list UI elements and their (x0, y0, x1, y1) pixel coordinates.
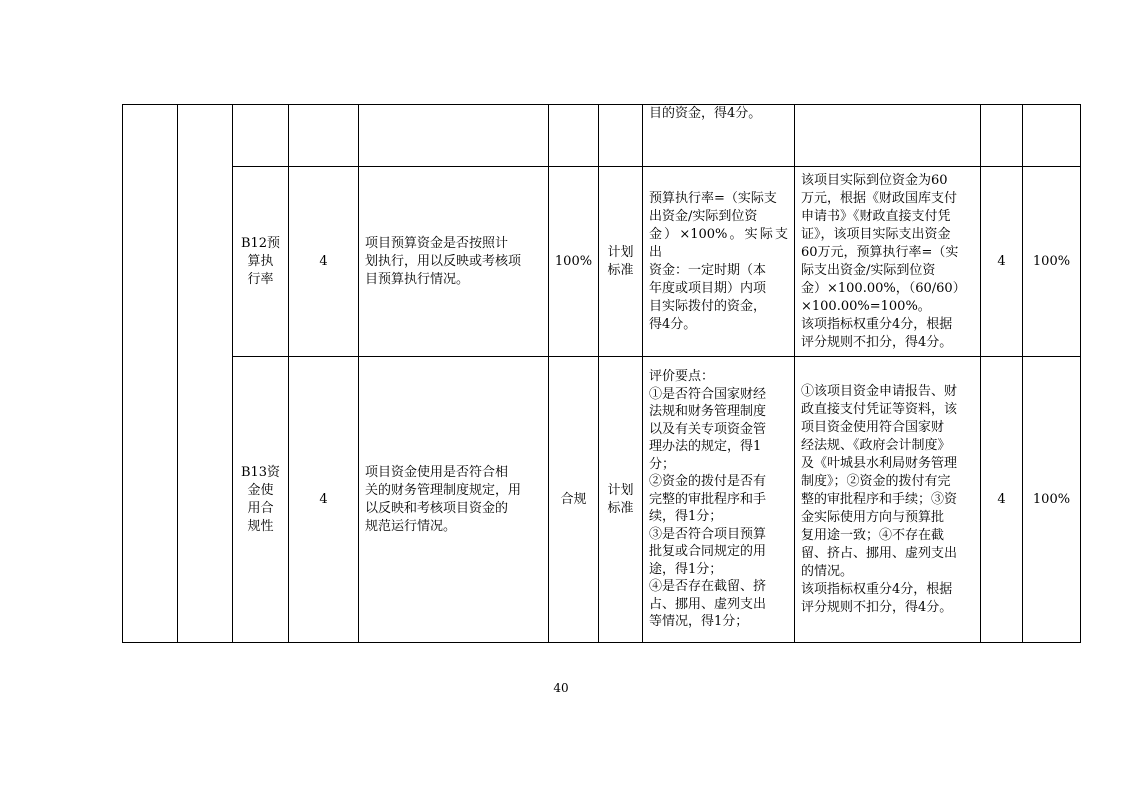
indicator-name-cell (233, 167, 289, 357)
criteria-line: 途，得1分； (649, 561, 723, 577)
result-line: 留、挤占、挪用、虚列支出 (801, 545, 958, 561)
score-cell (981, 357, 1023, 643)
criteria-line: ④是否存在截留、挤 (649, 579, 767, 595)
indicator-name-line: 金使 (247, 482, 274, 498)
indicator-name-cell (233, 357, 289, 643)
result-line: ×100.00%=100%。 (801, 298, 931, 314)
result-line: 金）×100.00%，（60/60） (801, 280, 966, 296)
result-line: 评分规则不扣分，得4分。 (801, 599, 953, 615)
weight-value: 4 (319, 491, 328, 507)
indicator-name-line: B12预 (240, 235, 281, 251)
result-cell (795, 105, 981, 167)
result-line: 政直接支付凭证等资料，该 (801, 401, 958, 417)
meaning-line: 规范运行情况。 (365, 518, 457, 534)
table-row (123, 357, 1081, 643)
level3-indicator-cell (233, 105, 289, 167)
criteria-line: 出资金/实际到位资 (649, 208, 758, 224)
scoring-criteria-cell (643, 357, 795, 643)
result-line: 金实际使用方向与预算批 (801, 509, 945, 525)
criteria-line: 年度或项目期）内项 (649, 280, 767, 296)
meaning-line: 关的财务管理制度规定，用 (365, 482, 522, 498)
result-line: 该项指标权重分4分，根据 (801, 316, 953, 332)
criteria-line: 理办法的规定，得1 (649, 439, 762, 455)
basis-label-cell (599, 105, 643, 167)
result-line: 申请书》《财政直接支付凭 (801, 208, 951, 224)
meaning-line: 目预算执行情况。 (365, 271, 470, 287)
criteria-line: 续，得1分； (649, 509, 723, 525)
criteria-line: 金）×100%。实际支出 (649, 226, 788, 260)
result-line: 该项指标权重分4分，根据 (801, 581, 953, 597)
result-line: 该项目实际到位资金为60 (801, 172, 948, 188)
target-cell (549, 167, 599, 357)
meaning-line: 项目预算资金是否按照计 (365, 235, 509, 251)
criteria-line: ②资金的拨付是否有 (649, 474, 767, 490)
result-line: 万元，根据《财政国库支付 (801, 190, 958, 206)
criteria-line: 得4分。 (649, 316, 697, 332)
criteria-line: 分； (649, 456, 676, 472)
meaning-cell (359, 105, 549, 167)
result-line: 复用途一致；④不存在截 (801, 527, 945, 543)
result-line: 60万元，预算执行率=（实 (801, 244, 959, 260)
meaning-line: 以反映和考核项目资金的 (365, 500, 509, 516)
score-value: 4 (997, 491, 1006, 507)
basis-label-cell (599, 357, 643, 643)
score-value: 4 (997, 253, 1006, 269)
evaluation-table (122, 104, 1081, 643)
criteria-line: 以及有关专项资金管 (649, 421, 767, 437)
result-line: 及《叶城县水利局财务管理 (801, 455, 958, 471)
criteria-line: 法规和财务管理制度 (649, 404, 767, 420)
table-row (123, 167, 1081, 357)
rate-cell (1023, 105, 1081, 167)
rate-cell (1023, 357, 1081, 643)
weight-value: 4 (319, 253, 328, 269)
weight-cell (289, 167, 359, 357)
basis-label-line: 标准 (607, 500, 634, 516)
target-cell (549, 105, 599, 167)
table-row (123, 105, 1081, 167)
result-line: 际支出资金/实际到位资 (801, 262, 936, 278)
scoring-criteria-cell (643, 167, 795, 357)
meaning-line: 划执行，用以反映或考核项 (365, 253, 522, 269)
meaning-cell (359, 357, 549, 643)
result-line: 项目资金使用符合国家财 (801, 419, 945, 435)
indicator-name-line: B13资 (240, 464, 281, 480)
criteria-line: 占、挪用、虚列支出 (649, 596, 767, 612)
result-line: 制度》；②资金的拨付有完 (801, 473, 951, 489)
result-line: ①该项目资金申请报告、财 (801, 383, 958, 399)
result-line: 证》，该项目实际支出资金 (801, 226, 951, 242)
basis-label-line: 计划 (607, 244, 634, 260)
level1-indicator-cell (123, 105, 178, 643)
score-cell (981, 167, 1023, 357)
rate-value: 100% (1032, 253, 1071, 269)
criteria-line: 预算执行率=（实际支 (649, 190, 777, 206)
indicator-name-line: 行率 (247, 271, 274, 287)
criteria-line: 批复或合同规定的用 (649, 544, 767, 560)
meaning-cell (359, 167, 549, 357)
result-line: 评分规则不扣分，得4分。 (801, 334, 953, 350)
rate-cell (1023, 167, 1081, 357)
result-cell (795, 167, 981, 357)
basis-label-cell (599, 167, 643, 357)
criteria-line: 目实际拨付的资金， (649, 298, 767, 314)
result-line: 的情况。 (801, 563, 854, 579)
indicator-name-line: 算执 (247, 253, 274, 269)
weight-cell (289, 357, 359, 643)
criteria-line: ③是否符合项目预算 (649, 526, 767, 542)
result-line: 整的审批程序和手续；③资 (801, 491, 958, 507)
basis-label-line: 标准 (607, 262, 634, 278)
result-cell (795, 357, 981, 643)
target-cell (549, 357, 599, 643)
score-cell (981, 105, 1023, 167)
basis-label-line: 计划 (607, 482, 634, 498)
meaning-line: 项目资金使用是否符合相 (365, 464, 509, 480)
weight-cell (289, 105, 359, 167)
criteria-line: 等情况，得1分； (649, 614, 749, 630)
criteria-line: 资金：一定时期（本 (649, 262, 767, 278)
indicator-name-line: 用合 (247, 500, 274, 516)
target-value: 100% (554, 253, 593, 269)
page-number: 40 (553, 681, 569, 695)
criteria-line: 评价要点： (649, 369, 715, 385)
criteria-line: 完整的审批程序和手 (649, 491, 767, 507)
rate-value: 100% (1032, 491, 1071, 507)
indicator-name-line: 规性 (247, 518, 274, 534)
criteria-line: ①是否符合国家财经 (649, 386, 767, 402)
level2-indicator-cell (178, 105, 233, 643)
criteria-line: 目的资金，得4分。 (649, 106, 762, 121)
target-value: 合规 (560, 491, 587, 507)
result-line: 经法规、《政府会计制度》 (801, 437, 951, 453)
scoring-criteria-cell (643, 105, 795, 167)
